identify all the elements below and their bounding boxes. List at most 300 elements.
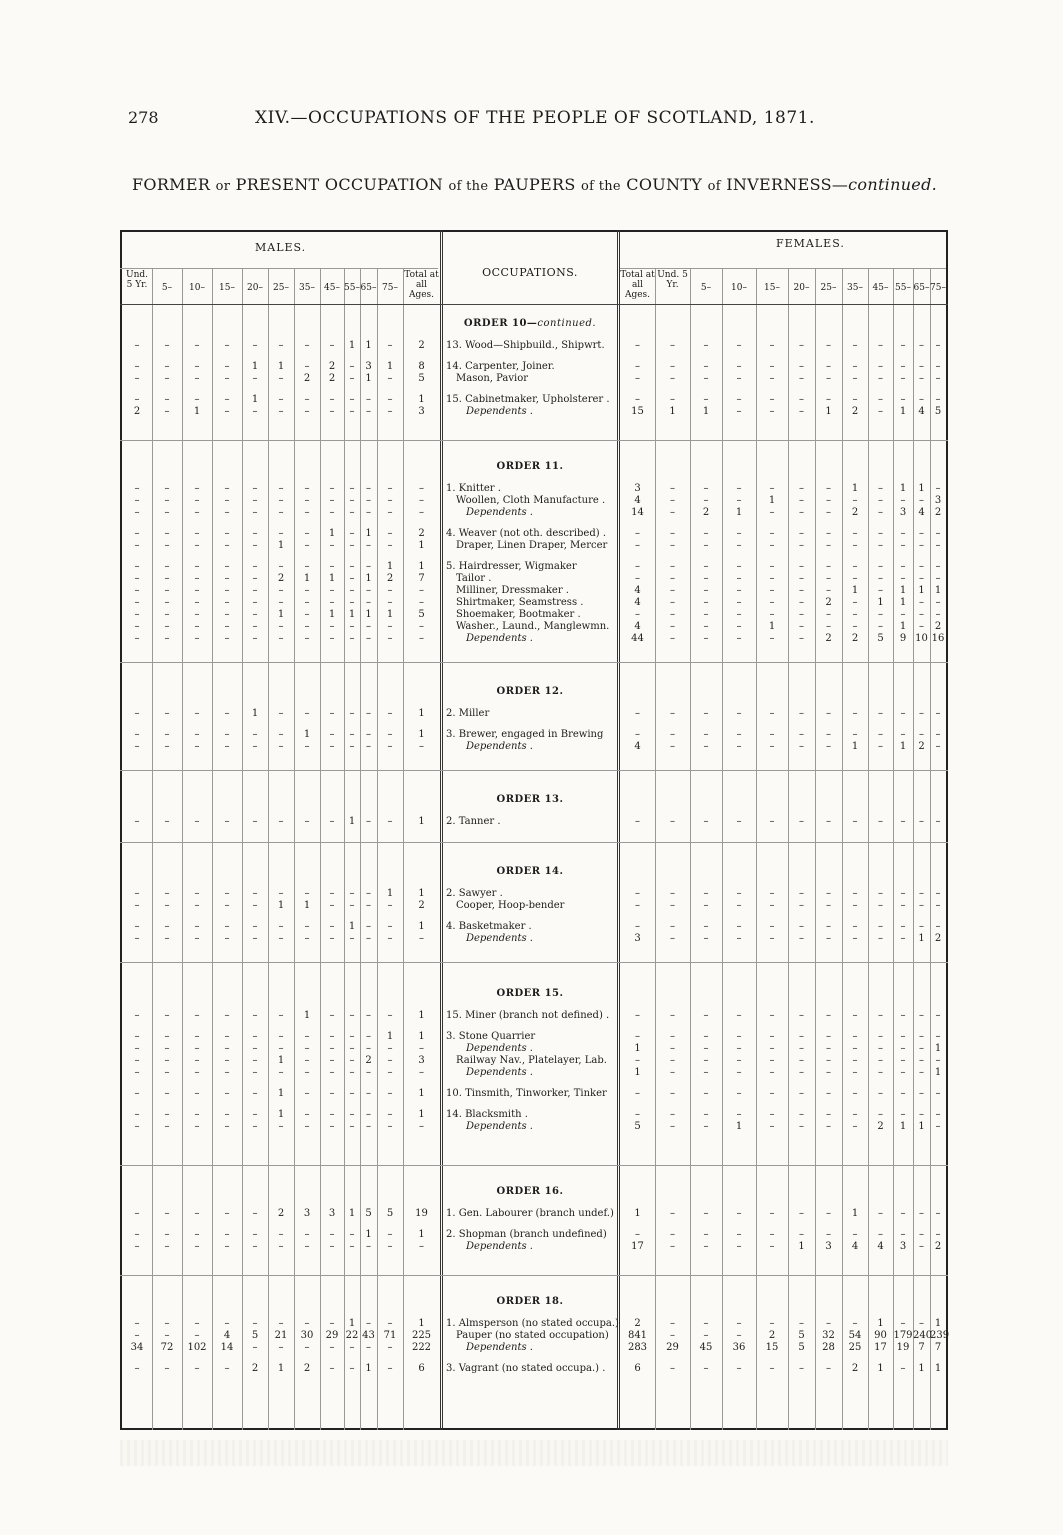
table-row (0, 741, 1063, 754)
male-count-cell: – (252, 1318, 258, 1329)
male-count-cell: – (304, 741, 310, 752)
female-count-cell: – (769, 483, 775, 494)
male-count-cell: – (349, 933, 355, 944)
female-count-cell: 2 (934, 933, 942, 944)
female-count-cell: 1 (918, 933, 925, 944)
female-count-cell: 3 (634, 933, 641, 944)
male-count-cell: – (349, 540, 355, 551)
female-count-cell: 1 (934, 1318, 942, 1329)
male-count-cell: – (164, 1229, 170, 1240)
male-count-cell: – (387, 933, 393, 944)
female-count-cell: – (736, 1330, 742, 1341)
female-count-cell: – (769, 933, 775, 944)
female-count-cell: – (878, 373, 883, 384)
female-count-cell: – (878, 340, 883, 351)
table-subtitle (132, 175, 937, 194)
female-count-cell: – (769, 373, 775, 384)
female-count-cell: 1 (899, 483, 907, 494)
male-count-cell: – (304, 1043, 310, 1054)
female-count-cell: – (769, 1208, 775, 1219)
male-count-cell: – (278, 1067, 284, 1078)
female-count-cell: 4 (634, 585, 641, 596)
male-count-cell: 1 (328, 528, 336, 539)
female-count-cell: – (769, 585, 775, 596)
occupation-label: 3. Vagrant (no stated occupa.) . (446, 1363, 606, 1374)
male-count-cell: 2 (133, 406, 141, 417)
female-count-cell: – (736, 373, 742, 384)
female-count-cell: – (852, 1088, 858, 1099)
female-count-cell: – (919, 394, 924, 405)
female-count-cell: – (878, 816, 883, 827)
female-count-cell: – (703, 816, 709, 827)
male-count-cell: 2 (365, 1055, 372, 1066)
male-count-cell: – (349, 888, 355, 899)
female-count-cell: – (935, 573, 941, 584)
column-rule (690, 268, 691, 1430)
female-count-cell: – (935, 1010, 941, 1021)
female-count-cell: – (919, 900, 924, 911)
table-row (0, 816, 1063, 829)
male-count-cell: – (349, 1055, 355, 1066)
occupation-label: Railway Nav., Platelayer, Lab. (456, 1055, 607, 1066)
female-count-cell: – (919, 921, 924, 932)
female-count-cell: – (799, 495, 804, 506)
male-count-cell: – (134, 495, 140, 506)
male-count-cell: – (366, 483, 371, 494)
female-count-cell: 1 (877, 1363, 884, 1374)
male-count-cell: – (194, 585, 200, 596)
male-count-cell: – (134, 708, 140, 719)
female-count-cell: – (670, 609, 675, 620)
occupation-label: 1. Almsperson (no stated occupa.) (446, 1318, 619, 1329)
male-count-cell: – (164, 900, 170, 911)
female-count-cell: – (736, 1088, 742, 1099)
male-count-cell: – (194, 1043, 200, 1054)
female-count-cell: 2 (825, 633, 832, 644)
male-count-cell: 5 (418, 373, 425, 384)
female-count-cell: – (826, 1208, 831, 1219)
male-count-cell: – (252, 621, 258, 632)
section-rule (120, 1165, 948, 1166)
male-count-cell: – (164, 1318, 170, 1329)
male-count-cell: – (278, 633, 284, 644)
male-count-cell: – (366, 394, 371, 405)
female-count-cell: – (919, 1043, 924, 1054)
male-column-header: 55– (344, 283, 360, 293)
male-count-cell: 2 (303, 1363, 311, 1374)
female-count-cell: 3 (825, 1241, 832, 1252)
female-count-cell: – (670, 900, 675, 911)
male-count-cell: – (134, 1121, 140, 1132)
male-count-cell: 8 (418, 361, 425, 372)
column-rule (893, 268, 894, 1430)
male-count-cell: – (164, 1208, 170, 1219)
male-count-cell: – (194, 528, 200, 539)
female-count-cell: – (878, 1109, 883, 1120)
female-count-cell: 283 (627, 1342, 648, 1353)
male-count-cell: – (387, 597, 393, 608)
female-count-cell: 4 (634, 621, 641, 632)
female-count-cell: – (635, 609, 640, 620)
male-count-cell: 1 (277, 609, 285, 620)
female-count-cell: – (670, 483, 675, 494)
male-count-cell: – (252, 609, 258, 620)
female-count-cell: 44 (631, 633, 644, 644)
female-count-cell: – (878, 1010, 883, 1021)
male-count-cell: – (366, 585, 371, 596)
male-count-cell: – (164, 1121, 170, 1132)
male-count-cell: – (304, 633, 310, 644)
female-count-cell: – (852, 361, 858, 372)
male-count-cell: – (278, 483, 284, 494)
occupation-label: 14. Carpenter, Joiner. (446, 361, 555, 372)
female-count-cell: – (670, 1208, 675, 1219)
male-count-cell: – (278, 528, 284, 539)
female-count-cell: – (736, 933, 742, 944)
male-count-cell: 1 (386, 888, 394, 899)
male-count-cell: – (349, 483, 355, 494)
female-column-header: 10– (731, 283, 747, 293)
female-count-cell: – (670, 340, 675, 351)
female-count-cell: 1 (634, 1043, 641, 1054)
female-count-cell: – (878, 888, 883, 899)
male-count-cell: – (278, 1121, 284, 1132)
female-count-cell: – (878, 1043, 883, 1054)
column-rule (360, 268, 361, 1430)
male-count-cell: – (164, 483, 170, 494)
female-count-cell: – (769, 708, 775, 719)
male-count-cell: – (278, 1229, 284, 1240)
male-count-cell: – (419, 507, 424, 518)
female-count-cell: – (703, 340, 709, 351)
male-count-cell: – (194, 361, 200, 372)
male-count-cell: – (134, 1109, 140, 1120)
female-count-cell: 841 (627, 1330, 648, 1341)
female-count-cell: 2 (918, 741, 925, 752)
male-count-cell: – (304, 361, 310, 372)
male-count-cell: – (349, 361, 355, 372)
male-count-cell: – (134, 1330, 140, 1341)
female-count-cell: – (769, 573, 775, 584)
male-count-cell: – (304, 1342, 310, 1353)
male-count-cell: – (349, 597, 355, 608)
male-count-cell: – (387, 1055, 393, 1066)
order-heading (442, 794, 618, 805)
male-count-cell: – (349, 729, 355, 740)
female-count-cell: 1 (669, 406, 676, 417)
female-count-cell: 2 (768, 1330, 776, 1341)
female-count-cell: – (670, 361, 675, 372)
section-rule (120, 1275, 948, 1276)
female-count-cell: – (878, 933, 883, 944)
column-rule (344, 268, 345, 1430)
female-count-cell: – (919, 1229, 924, 1240)
female-count-cell: – (826, 483, 831, 494)
occupation-label: 2. Miller (446, 708, 490, 719)
female-count-cell: – (769, 1318, 775, 1329)
female-count-cell: – (736, 1031, 742, 1042)
subtitle-part: or (215, 179, 231, 194)
female-count-cell: – (935, 708, 941, 719)
male-count-cell: – (349, 1121, 355, 1132)
male-count-cell: – (134, 340, 140, 351)
column-rule (913, 268, 914, 1430)
female-count-cell: – (900, 888, 906, 899)
female-count-cell: – (769, 1010, 775, 1021)
female-count-cell: – (703, 585, 709, 596)
female-count-cell: 19 (896, 1342, 910, 1353)
male-count-cell: – (329, 1109, 335, 1120)
female-count-cell: 15 (765, 1342, 779, 1353)
male-count-cell: – (164, 1010, 170, 1021)
male-count-cell: 30 (300, 1330, 314, 1341)
female-count-cell: – (826, 1010, 831, 1021)
female-count-cell: – (799, 561, 804, 572)
female-count-cell: – (935, 729, 941, 740)
female-count-cell: – (670, 621, 675, 632)
female-count-cell: 1 (899, 621, 907, 632)
male-count-cell: – (366, 1342, 371, 1353)
female-count-cell: – (826, 561, 831, 572)
male-count-cell: – (194, 340, 200, 351)
male-count-cell: – (134, 1208, 140, 1219)
female-count-cell: – (769, 1088, 775, 1099)
male-count-cell: – (329, 540, 335, 551)
subtitle-part: of the (581, 179, 621, 194)
male-count-cell: – (224, 1241, 230, 1252)
occupation-label: Dependents . (466, 633, 533, 644)
order-continued: continued. (537, 318, 597, 329)
female-count-cell: – (826, 1067, 831, 1078)
male-count-cell: – (134, 888, 140, 899)
column-rule (182, 268, 183, 1430)
male-count-cell: – (164, 933, 170, 944)
male-count-cell: 21 (274, 1330, 288, 1341)
female-count-cell: – (878, 528, 883, 539)
table-row (0, 1363, 1063, 1376)
male-count-cell: – (419, 933, 424, 944)
female-count-cell: – (900, 816, 906, 827)
male-count-cell: – (194, 609, 200, 620)
male-count-cell: 3 (418, 406, 425, 417)
female-count-cell: – (935, 609, 941, 620)
table-row (0, 540, 1063, 553)
male-count-cell: – (194, 373, 200, 384)
female-count-cell: – (878, 561, 883, 572)
male-count-cell: – (194, 1010, 200, 1021)
female-count-cell: – (919, 373, 924, 384)
male-column-header: 15– (219, 283, 235, 293)
male-count-cell: 1 (348, 1208, 356, 1219)
female-count-cell: – (799, 394, 804, 405)
female-count-cell: 1 (918, 483, 925, 494)
male-column-header: 45– (324, 283, 340, 293)
male-count-cell: – (329, 483, 335, 494)
female-count-cell: – (670, 540, 675, 551)
female-count-cell: – (703, 1121, 709, 1132)
female-count-cell: – (919, 561, 924, 572)
female-count-cell: – (935, 361, 941, 372)
male-count-cell: – (252, 1043, 258, 1054)
male-count-cell: – (194, 1363, 200, 1374)
male-count-cell: – (252, 373, 258, 384)
female-count-cell: – (878, 741, 883, 752)
male-count-cell: – (387, 1088, 393, 1099)
male-count-cell: – (224, 900, 230, 911)
male-count-cell: – (224, 741, 230, 752)
male-count-cell: 5 (365, 1208, 372, 1219)
male-count-cell: – (278, 597, 284, 608)
male-count-cell: – (194, 561, 200, 572)
male-count-cell: 1 (418, 1031, 425, 1042)
male-count-cell: – (304, 1088, 310, 1099)
male-count-cell: – (194, 1031, 200, 1042)
male-count-cell: – (304, 921, 310, 932)
female-count-cell: – (799, 373, 804, 384)
male-count-cell: – (134, 621, 140, 632)
male-count-cell: – (252, 1055, 258, 1066)
female-count-cell: 1 (899, 741, 907, 752)
subtitle-part: INVERNESS— (726, 175, 849, 194)
male-count-cell: – (419, 621, 424, 632)
male-count-cell: 1 (418, 1088, 425, 1099)
male-count-cell: – (366, 816, 371, 827)
male-count-cell: – (164, 921, 170, 932)
female-count-cell: – (919, 1318, 924, 1329)
male-count-cell: – (349, 561, 355, 572)
male-count-cell: – (387, 1241, 393, 1252)
male-count-cell: – (164, 1241, 170, 1252)
male-count-cell: – (349, 1010, 355, 1021)
male-count-cell: – (134, 609, 140, 620)
female-count-cell: – (919, 1208, 924, 1219)
female-count-cell: 3 (899, 1241, 907, 1252)
male-count-cell: – (224, 1043, 230, 1054)
female-count-cell: – (852, 1031, 858, 1042)
male-count-cell: – (134, 1031, 140, 1042)
male-count-cell: 1 (277, 1055, 285, 1066)
male-count-cell: 1 (418, 561, 425, 572)
female-count-cell: – (935, 1229, 941, 1240)
female-count-cell: 1 (899, 406, 907, 417)
male-count-cell: – (278, 816, 284, 827)
occupation-label: Pauper (no stated occupation) (456, 1330, 609, 1341)
male-count-cell: – (278, 1241, 284, 1252)
occupation-label: 2. Tanner . (446, 816, 501, 827)
female-count-cell: – (769, 528, 775, 539)
female-count-cell: – (769, 507, 775, 518)
section-rule (120, 770, 948, 771)
male-count-cell: – (304, 585, 310, 596)
male-count-cell: 2 (386, 573, 394, 584)
female-column-header: 20– (793, 283, 810, 293)
table-row (0, 373, 1063, 386)
male-count-cell: – (349, 633, 355, 644)
male-count-cell: – (366, 507, 371, 518)
column-rule (788, 268, 789, 1430)
female-count-cell: – (769, 1363, 775, 1374)
male-count-cell: – (349, 1241, 355, 1252)
female-count-cell: – (852, 888, 858, 899)
female-count-cell: – (852, 1055, 858, 1066)
female-count-cell: – (799, 1067, 804, 1078)
female-count-cell: – (799, 1010, 804, 1021)
subtitle-part: of the (448, 179, 489, 194)
male-count-cell: – (387, 585, 393, 596)
female-count-cell: 2 (851, 1363, 859, 1374)
female-count-cell: – (900, 1109, 906, 1120)
female-count-cell: – (703, 1330, 709, 1341)
section-rule (120, 440, 948, 441)
male-count-cell: – (329, 340, 335, 351)
column-rule (320, 268, 321, 1430)
female-count-cell: – (736, 406, 742, 417)
female-count-cell: – (852, 1229, 858, 1240)
female-count-cell: 5 (877, 633, 884, 644)
male-count-cell: 1 (386, 561, 394, 572)
male-count-cell: 1 (251, 708, 259, 719)
male-count-cell: – (366, 708, 371, 719)
male-count-cell: – (194, 597, 200, 608)
female-count-cell: 3 (634, 483, 641, 494)
male-count-cell: – (387, 741, 393, 752)
male-count-cell: 102 (187, 1342, 207, 1353)
female-count-cell: – (635, 573, 640, 584)
male-count-cell: – (329, 561, 335, 572)
male-count-cell: – (329, 921, 335, 932)
male-count-cell: – (329, 633, 335, 644)
male-count-cell: – (349, 394, 355, 405)
male-count-cell: – (304, 495, 310, 506)
male-count-cell: – (304, 708, 310, 719)
subtitle-part: COUNTY (626, 175, 703, 194)
male-count-cell: – (224, 507, 230, 518)
female-count-cell: – (736, 528, 742, 539)
female-count-cell: – (878, 621, 883, 632)
female-count-cell: 6 (634, 1363, 641, 1374)
female-count-cell: 1 (851, 1208, 859, 1219)
female-count-cell: – (900, 340, 906, 351)
male-count-cell: – (164, 561, 170, 572)
female-count-cell: – (852, 340, 858, 351)
male-count-cell: – (224, 888, 230, 899)
male-count-cell: – (329, 888, 335, 899)
female-count-cell: – (703, 1363, 709, 1374)
section-rule (120, 662, 948, 663)
male-count-cell: – (349, 1043, 355, 1054)
male-count-cell: – (194, 633, 200, 644)
female-count-cell: – (852, 540, 858, 551)
female-count-cell: – (670, 1067, 675, 1078)
female-count-cell: – (826, 1229, 831, 1240)
female-count-cell: – (900, 1208, 906, 1219)
female-column-header: 75– (930, 283, 946, 293)
occupation-label: 3. Brewer, engaged in Brewing (446, 729, 604, 740)
order-heading (442, 866, 618, 877)
female-count-cell: – (852, 1067, 858, 1078)
female-count-cell: – (769, 406, 775, 417)
male-count-cell: – (329, 708, 335, 719)
female-count-cell: – (900, 933, 906, 944)
female-count-cell: – (919, 708, 924, 719)
male-count-cell: 1 (365, 573, 372, 584)
column-rule (868, 268, 869, 1430)
female-count-cell: – (670, 561, 675, 572)
male-count-cell: – (304, 483, 310, 494)
female-count-cell: – (736, 1010, 742, 1021)
column-rule (756, 268, 757, 1430)
occupation-label: Dependents . (466, 1121, 533, 1132)
